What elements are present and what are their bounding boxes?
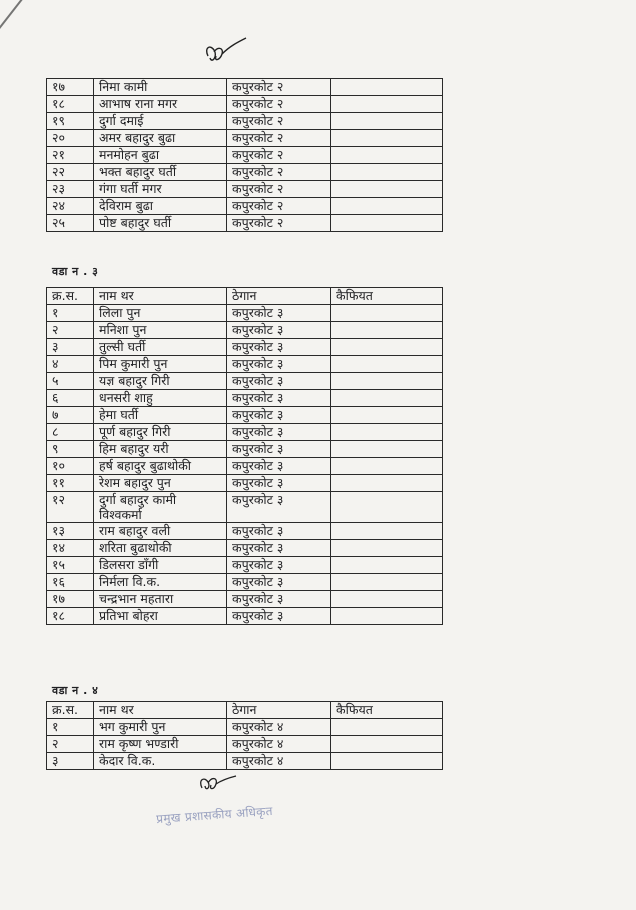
column-header-remarks: कैफियत xyxy=(331,702,443,719)
cell-name: यज्ञ बहादुर गिरी xyxy=(94,373,227,390)
cell-address: कपुरकोट ३ xyxy=(227,608,331,625)
ward3-label: वडा न . ३ xyxy=(52,265,99,278)
cell-remarks xyxy=(331,373,443,390)
cell-address: कपुरकोट ३ xyxy=(227,424,331,441)
cell-remarks xyxy=(331,475,443,492)
cell-remarks xyxy=(331,390,443,407)
cell-address: कपुरकोट ४ xyxy=(227,736,331,753)
cell-serial-number: ३ xyxy=(47,753,94,770)
cell-address: कपुरकोट ३ xyxy=(227,322,331,339)
signature-top xyxy=(200,34,256,74)
cell-address: कपुरकोट २ xyxy=(227,164,331,181)
cell-serial-number: ११ xyxy=(47,475,94,492)
cell-remarks xyxy=(331,215,443,232)
cell-address: कपुरकोट ३ xyxy=(227,339,331,356)
cell-name: मनिशा पुन xyxy=(94,322,227,339)
cell-address: कपुरकोट ३ xyxy=(227,373,331,390)
cell-remarks xyxy=(331,339,443,356)
ward4-table-header xyxy=(47,702,443,719)
cell-address: कपुरकोट २ xyxy=(227,113,331,130)
cell-address: कपुरकोट ३ xyxy=(227,574,331,591)
table-row xyxy=(47,557,443,574)
column-header-name: नाम थर xyxy=(94,288,227,305)
ward3-table-header xyxy=(47,288,443,305)
cell-serial-number: १६ xyxy=(47,574,94,591)
table-row xyxy=(47,736,443,753)
cell-serial-number: १५ xyxy=(47,557,94,574)
table-row xyxy=(47,96,443,113)
cell-name: निमा कामी xyxy=(94,79,227,96)
table-row xyxy=(47,424,443,441)
cell-serial-number: १८ xyxy=(47,96,94,113)
table-row xyxy=(47,719,443,736)
table-row xyxy=(47,441,443,458)
table-row xyxy=(47,215,443,232)
table-row xyxy=(47,390,443,407)
cell-remarks xyxy=(331,305,443,322)
cell-name: रेशम बहादुर पुन xyxy=(94,475,227,492)
cell-serial-number: २४ xyxy=(47,198,94,215)
table-row xyxy=(47,147,443,164)
cell-name: डिलसरा डाँगी xyxy=(94,557,227,574)
table-row xyxy=(47,540,443,557)
cell-remarks xyxy=(331,164,443,181)
table-row xyxy=(47,339,443,356)
table-row xyxy=(47,373,443,390)
cell-serial-number: २१ xyxy=(47,147,94,164)
cell-address: कपुरकोट २ xyxy=(227,198,331,215)
cell-remarks xyxy=(331,79,443,96)
column-header-name: नाम थर xyxy=(94,702,227,719)
cell-address: कपुरकोट ३ xyxy=(227,356,331,373)
table-row xyxy=(47,130,443,147)
cell-name: प्रतिभा बोहरा xyxy=(94,608,227,625)
column-header-serial-number: क्र.स. xyxy=(47,702,94,719)
cell-remarks xyxy=(331,198,443,215)
cell-serial-number: ४ xyxy=(47,356,94,373)
cell-address: कपुरकोट २ xyxy=(227,181,331,198)
cell-address: कपुरकोट ३ xyxy=(227,407,331,424)
ward3-table xyxy=(46,287,443,625)
cell-remarks xyxy=(331,441,443,458)
cell-serial-number: १८ xyxy=(47,608,94,625)
cell-serial-number: ७ xyxy=(47,407,94,424)
cell-address: कपुरकोट ३ xyxy=(227,390,331,407)
cell-name: निर्मला वि.क. xyxy=(94,574,227,591)
cell-name: पिम कुमारी पुन xyxy=(94,356,227,373)
margin-line xyxy=(0,0,38,36)
cell-name: मनमोहन बुढा xyxy=(94,147,227,164)
ward3-table-body xyxy=(47,305,443,625)
cell-remarks xyxy=(331,424,443,441)
column-header-address: ठेगान xyxy=(227,702,331,719)
cell-remarks xyxy=(331,322,443,339)
cell-serial-number: ६ xyxy=(47,390,94,407)
cell-remarks xyxy=(331,492,443,523)
table-row xyxy=(47,407,443,424)
cell-remarks xyxy=(331,181,443,198)
table-row xyxy=(47,523,443,540)
ward2-table-body xyxy=(47,79,443,232)
cell-serial-number: १ xyxy=(47,305,94,322)
ward4-label: वडा न . ४ xyxy=(52,684,99,697)
cell-name: हिम बहादुर यरी xyxy=(94,441,227,458)
table-row xyxy=(47,305,443,322)
cell-address: कपुरकोट ३ xyxy=(227,523,331,540)
cell-serial-number: १३ xyxy=(47,523,94,540)
cell-name: तुल्सी घर्ती xyxy=(94,339,227,356)
ward4-table xyxy=(46,701,443,770)
cell-serial-number: १७ xyxy=(47,79,94,96)
cell-address: कपुरकोट ३ xyxy=(227,557,331,574)
cell-name: पूर्ण बहादुर गिरी xyxy=(94,424,227,441)
signature-bottom xyxy=(196,766,240,796)
cell-serial-number: ८ xyxy=(47,424,94,441)
cell-remarks xyxy=(331,719,443,736)
table-row xyxy=(47,198,443,215)
cell-remarks xyxy=(331,574,443,591)
cell-remarks xyxy=(331,591,443,608)
cell-remarks xyxy=(331,736,443,753)
cell-remarks xyxy=(331,356,443,373)
table-row xyxy=(47,591,443,608)
official-stamp: प्रमुख प्रशासकीय अधिकृत xyxy=(155,803,274,827)
cell-name: पोष्ट बहादुर घर्ती xyxy=(94,215,227,232)
cell-address: कपुरकोट ३ xyxy=(227,475,331,492)
cell-remarks xyxy=(331,608,443,625)
table-row xyxy=(47,574,443,591)
cell-serial-number: २५ xyxy=(47,215,94,232)
column-header-address: ठेगान xyxy=(227,288,331,305)
header-row xyxy=(47,288,443,305)
cell-remarks xyxy=(331,113,443,130)
table-row xyxy=(47,181,443,198)
cell-remarks xyxy=(331,130,443,147)
cell-name: हर्ष बहादुर बुढाथोकी xyxy=(94,458,227,475)
cell-serial-number: १७ xyxy=(47,591,94,608)
cell-remarks xyxy=(331,407,443,424)
cell-serial-number: २२ xyxy=(47,164,94,181)
table-row xyxy=(47,492,443,523)
cell-serial-number: १ xyxy=(47,719,94,736)
cell-name: धनसरी शाहु xyxy=(94,390,227,407)
cell-name: राम कृष्ण भण्डारी xyxy=(94,736,227,753)
cell-address: कपुरकोट २ xyxy=(227,130,331,147)
cell-serial-number: २० xyxy=(47,130,94,147)
column-header-serial-number: क्र.स. xyxy=(47,288,94,305)
cell-name: भक्त बहादुर घर्ती xyxy=(94,164,227,181)
cell-serial-number: १० xyxy=(47,458,94,475)
cell-name: राम बहादुर वली xyxy=(94,523,227,540)
cell-name: हेमा घर्ती xyxy=(94,407,227,424)
cell-address: कपुरकोट ३ xyxy=(227,492,331,523)
table-row xyxy=(47,79,443,96)
table-row xyxy=(47,608,443,625)
cell-name: लिला पुन xyxy=(94,305,227,322)
cell-address: कपुरकोट ४ xyxy=(227,719,331,736)
cell-name: शरिता बुढाथोकी xyxy=(94,540,227,557)
cell-name: केदार वि.क. xyxy=(94,753,227,770)
cell-serial-number: १४ xyxy=(47,540,94,557)
cell-remarks xyxy=(331,753,443,770)
ward4-table-body xyxy=(47,719,443,770)
cell-serial-number: २ xyxy=(47,322,94,339)
cell-name: चन्द्रभान महतारा xyxy=(94,591,227,608)
cell-address: कपुरकोट ३ xyxy=(227,305,331,322)
cell-address: कपुरकोट ३ xyxy=(227,441,331,458)
cell-name: आभाष राना मगर xyxy=(94,96,227,113)
cell-serial-number: २ xyxy=(47,736,94,753)
cell-serial-number: २३ xyxy=(47,181,94,198)
cell-serial-number: १२ xyxy=(47,492,94,523)
cell-serial-number: ९ xyxy=(47,441,94,458)
cell-remarks xyxy=(331,96,443,113)
cell-name: देविराम बुढा xyxy=(94,198,227,215)
table-row xyxy=(47,322,443,339)
cell-serial-number: ५ xyxy=(47,373,94,390)
cell-name: गंगा घर्ती मगर xyxy=(94,181,227,198)
table-row xyxy=(47,113,443,130)
cell-address: कपुरकोट ४ xyxy=(227,753,331,770)
cell-remarks xyxy=(331,458,443,475)
cell-remarks xyxy=(331,540,443,557)
cell-address: कपुरकोट २ xyxy=(227,215,331,232)
header-row xyxy=(47,702,443,719)
table-row xyxy=(47,458,443,475)
table-row xyxy=(47,356,443,373)
cell-name: दुर्गा दमाई xyxy=(94,113,227,130)
cell-remarks xyxy=(331,147,443,164)
cell-address: कपुरकोट ३ xyxy=(227,591,331,608)
table-row xyxy=(47,164,443,181)
cell-name: दुर्गा बहादुर कामी विश्वकर्मा xyxy=(94,492,227,523)
table-row xyxy=(47,475,443,492)
ward2-continued-table xyxy=(46,78,443,232)
cell-serial-number: १९ xyxy=(47,113,94,130)
cell-address: कपुरकोट २ xyxy=(227,79,331,96)
cell-address: कपुरकोट ३ xyxy=(227,458,331,475)
cell-address: कपुरकोट २ xyxy=(227,147,331,164)
column-header-remarks: कैफियत xyxy=(331,288,443,305)
cell-address: कपुरकोट ३ xyxy=(227,540,331,557)
cell-address: कपुरकोट २ xyxy=(227,96,331,113)
cell-name: भग कुमारी पुन xyxy=(94,719,227,736)
cell-name: अमर बहादुर बुढा xyxy=(94,130,227,147)
table-row xyxy=(47,753,443,770)
cell-serial-number: ३ xyxy=(47,339,94,356)
cell-remarks xyxy=(331,557,443,574)
cell-remarks xyxy=(331,523,443,540)
